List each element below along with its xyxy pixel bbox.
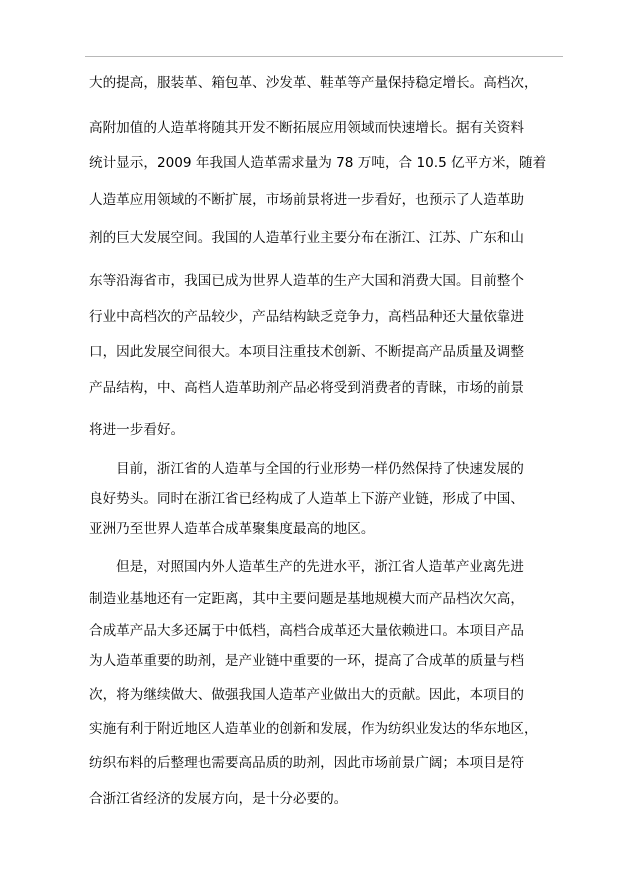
text-line: 合浙江省经济的发展方向，是十分必要的。	[89, 791, 348, 807]
text-line: 行业中高档次的产品较少，产品结构缺乏竞争力，高档品种还大量依靠进	[89, 309, 524, 325]
paragraph-start-line: 但是，对照国内外人造革生产的先进水平，浙江省人造革产业离先进	[116, 559, 524, 575]
text-line: 大的提高，服装革、箱包革、沙发革、鞋革等产量保持稳定增长。高档次，	[89, 75, 538, 91]
text-line: 高附加值的人造革将随其开发不断拓展应用领域而快速增长。据有关资料	[89, 120, 524, 136]
text-line: 人造革应用领域的不断扩展，市场前景将进一步看好，也预示了人造革助	[89, 192, 524, 208]
header-divider	[85, 56, 563, 57]
text-line: 统计显示，2009 年我国人造革需求量为 78 万吨，合 10.5 亿平方米，随着	[89, 155, 547, 171]
text-line: 东等沿海省市，我国已成为世界人造革的生产大国和消费大国。目前整个	[89, 273, 524, 289]
text-line: 次，将为继续做大、做强我国人造革产业做出大的贡献。因此，本项目的	[89, 687, 524, 703]
text-line: 制造业基地还有一定距离，其中主要问题是基地规模大而产品档次欠高，	[89, 591, 524, 607]
text-line: 亚洲乃至世界人造革合成革聚集度最高的地区。	[89, 521, 375, 537]
text-line: 产品结构，中、高档人造革助剂产品必将受到消费者的青睐，市场的前景	[89, 380, 524, 396]
paragraph-start-line: 目前，浙江省的人造革与全国的行业形势一样仍然保持了快速发展的	[116, 461, 524, 477]
text-line: 纺织布料的后整理也需要高品质的助剂，因此市场前景广阔；本项目是符	[89, 755, 524, 771]
text-line: 实施有利于附近地区人造革业的创新和发展，作为纺织业发达的华东地区，	[89, 721, 538, 737]
text-line: 良好势头。同时在浙江省已经构成了人造革上下游产业链，形成了中国、	[89, 491, 524, 507]
text-line: 为人造革重要的助剂，是产业链中重要的一环，提高了合成革的质量与档	[89, 653, 524, 669]
text-line: 将进一步看好。	[89, 422, 185, 438]
text-line: 口，因此发展空间很大。本项目注重技术创新、不断提高产品质量及调整	[89, 344, 524, 360]
text-line: 合成革产品大多还属于中低档，高档合成革还大量依赖进口。本项目产品	[89, 623, 524, 639]
text-line: 剂的巨大发展空间。我国的人造革行业主要分布在浙江、江苏、广东和山	[89, 230, 524, 246]
